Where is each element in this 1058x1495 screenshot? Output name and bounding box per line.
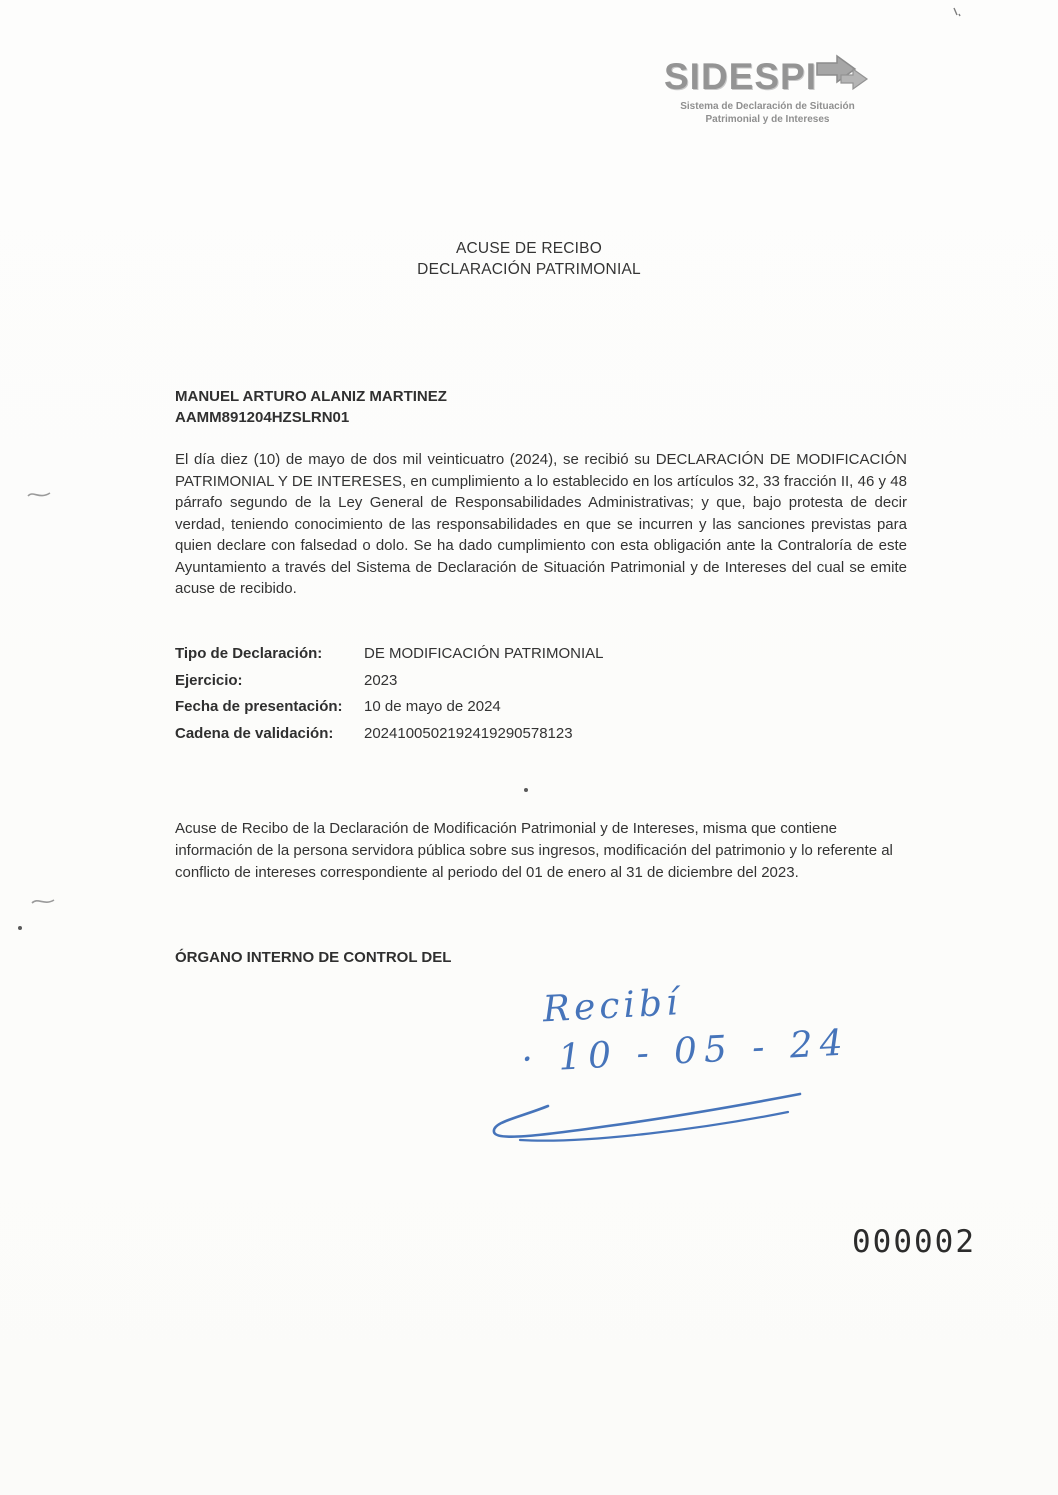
field-value: 10 de mayo de 2024 — [364, 698, 501, 715]
declaration-fields — [175, 644, 915, 750]
field-ejercicio — [175, 671, 915, 691]
logo-tagline-line2: Patrimonial y de Intereses — [705, 114, 830, 125]
field-label: Tipo de Declaración: — [175, 645, 323, 662]
logo-wordmark: SIDESPI — [664, 56, 817, 97]
field-label: Fecha de presentación: — [175, 698, 343, 715]
scan-artifact — [18, 926, 22, 930]
field-cadena-validacion — [175, 724, 915, 744]
scan-artifact — [26, 488, 52, 502]
field-fecha-presentacion — [175, 697, 915, 717]
field-label: Cadena de validación: — [175, 724, 334, 742]
field-value: 2023 — [364, 671, 398, 689]
field-tipo-declaracion — [175, 644, 915, 664]
handwritten-recibi: Recibí — [541, 982, 683, 1031]
scan-artifact — [524, 788, 528, 792]
scan-artifact — [950, 6, 964, 18]
document-title-line2: DECLARACIÓN PATRIMONIAL — [417, 261, 641, 278]
organo-interno-line: ÓRGANO INTERNO DE CONTROL DEL — [175, 949, 452, 966]
logo-tagline-line1: Sistema de Declaración de Situación — [680, 101, 855, 112]
body-paragraph: El día diez (10) de mayo de dos mil veinticuatro (2024), se recibió su DECLARACIÓN DE MODIFICACIÓN PATRIMONIAL Y DE INTERESES, en cumplimiento a lo establecido en los artículos 32, 33 fracción II, 46 y 48 párrafo segundo de la Ley General de Responsabilidades Administrativas; y que, bajo protesta de decir verdad, teniendo conocimiento de las responsabilidades en que se incurren y las sanciones previstas para quien declare con falsedad o dolo. Se ha dado cumplimiento con esta obligación ante la Contraloría de este Ayuntamiento a través del Sistema de Declaración de Situación Patrimonial y de Intereses del cual se emite acuse de recibido. — [175, 451, 907, 597]
document-title — [0, 238, 1058, 280]
field-value: DE MODIFICACIÓN PATRIMONIAL — [364, 645, 604, 662]
logo-tagline — [655, 100, 880, 126]
scan-artifact — [30, 894, 56, 908]
recipient-name: MANUEL ARTURO ALANIZ MARTINEZ — [175, 388, 447, 405]
handwritten-note — [518, 973, 851, 1080]
recipient-block — [175, 386, 447, 428]
logo-arrow-icon — [815, 51, 871, 95]
sidespi-logo — [655, 56, 880, 126]
handwritten-date: · 10 - 05 - 24 — [520, 1022, 851, 1081]
document-title-line1: ACUSE DE RECIBO — [456, 240, 602, 257]
recipient-curp: AAMM891204HZSLRN01 — [175, 409, 350, 426]
field-label: Ejercicio: — [175, 671, 243, 689]
signature-flourish — [478, 1078, 818, 1153]
folio-number: 000002 — [852, 1224, 976, 1260]
acuse-paragraph: Acuse de Recibo de la Declaración de Modificación Patrimonial y de Intereses, misma que contiene información de la persona servidora pública sobre sus ingresos, modificación del patrimonio y lo referente al conflicto de intereses correspondiente al periodo del 01 de enero al 31 de diciembre del 2023. — [175, 820, 893, 881]
field-value: 2024100502192419290578123 — [364, 724, 573, 742]
